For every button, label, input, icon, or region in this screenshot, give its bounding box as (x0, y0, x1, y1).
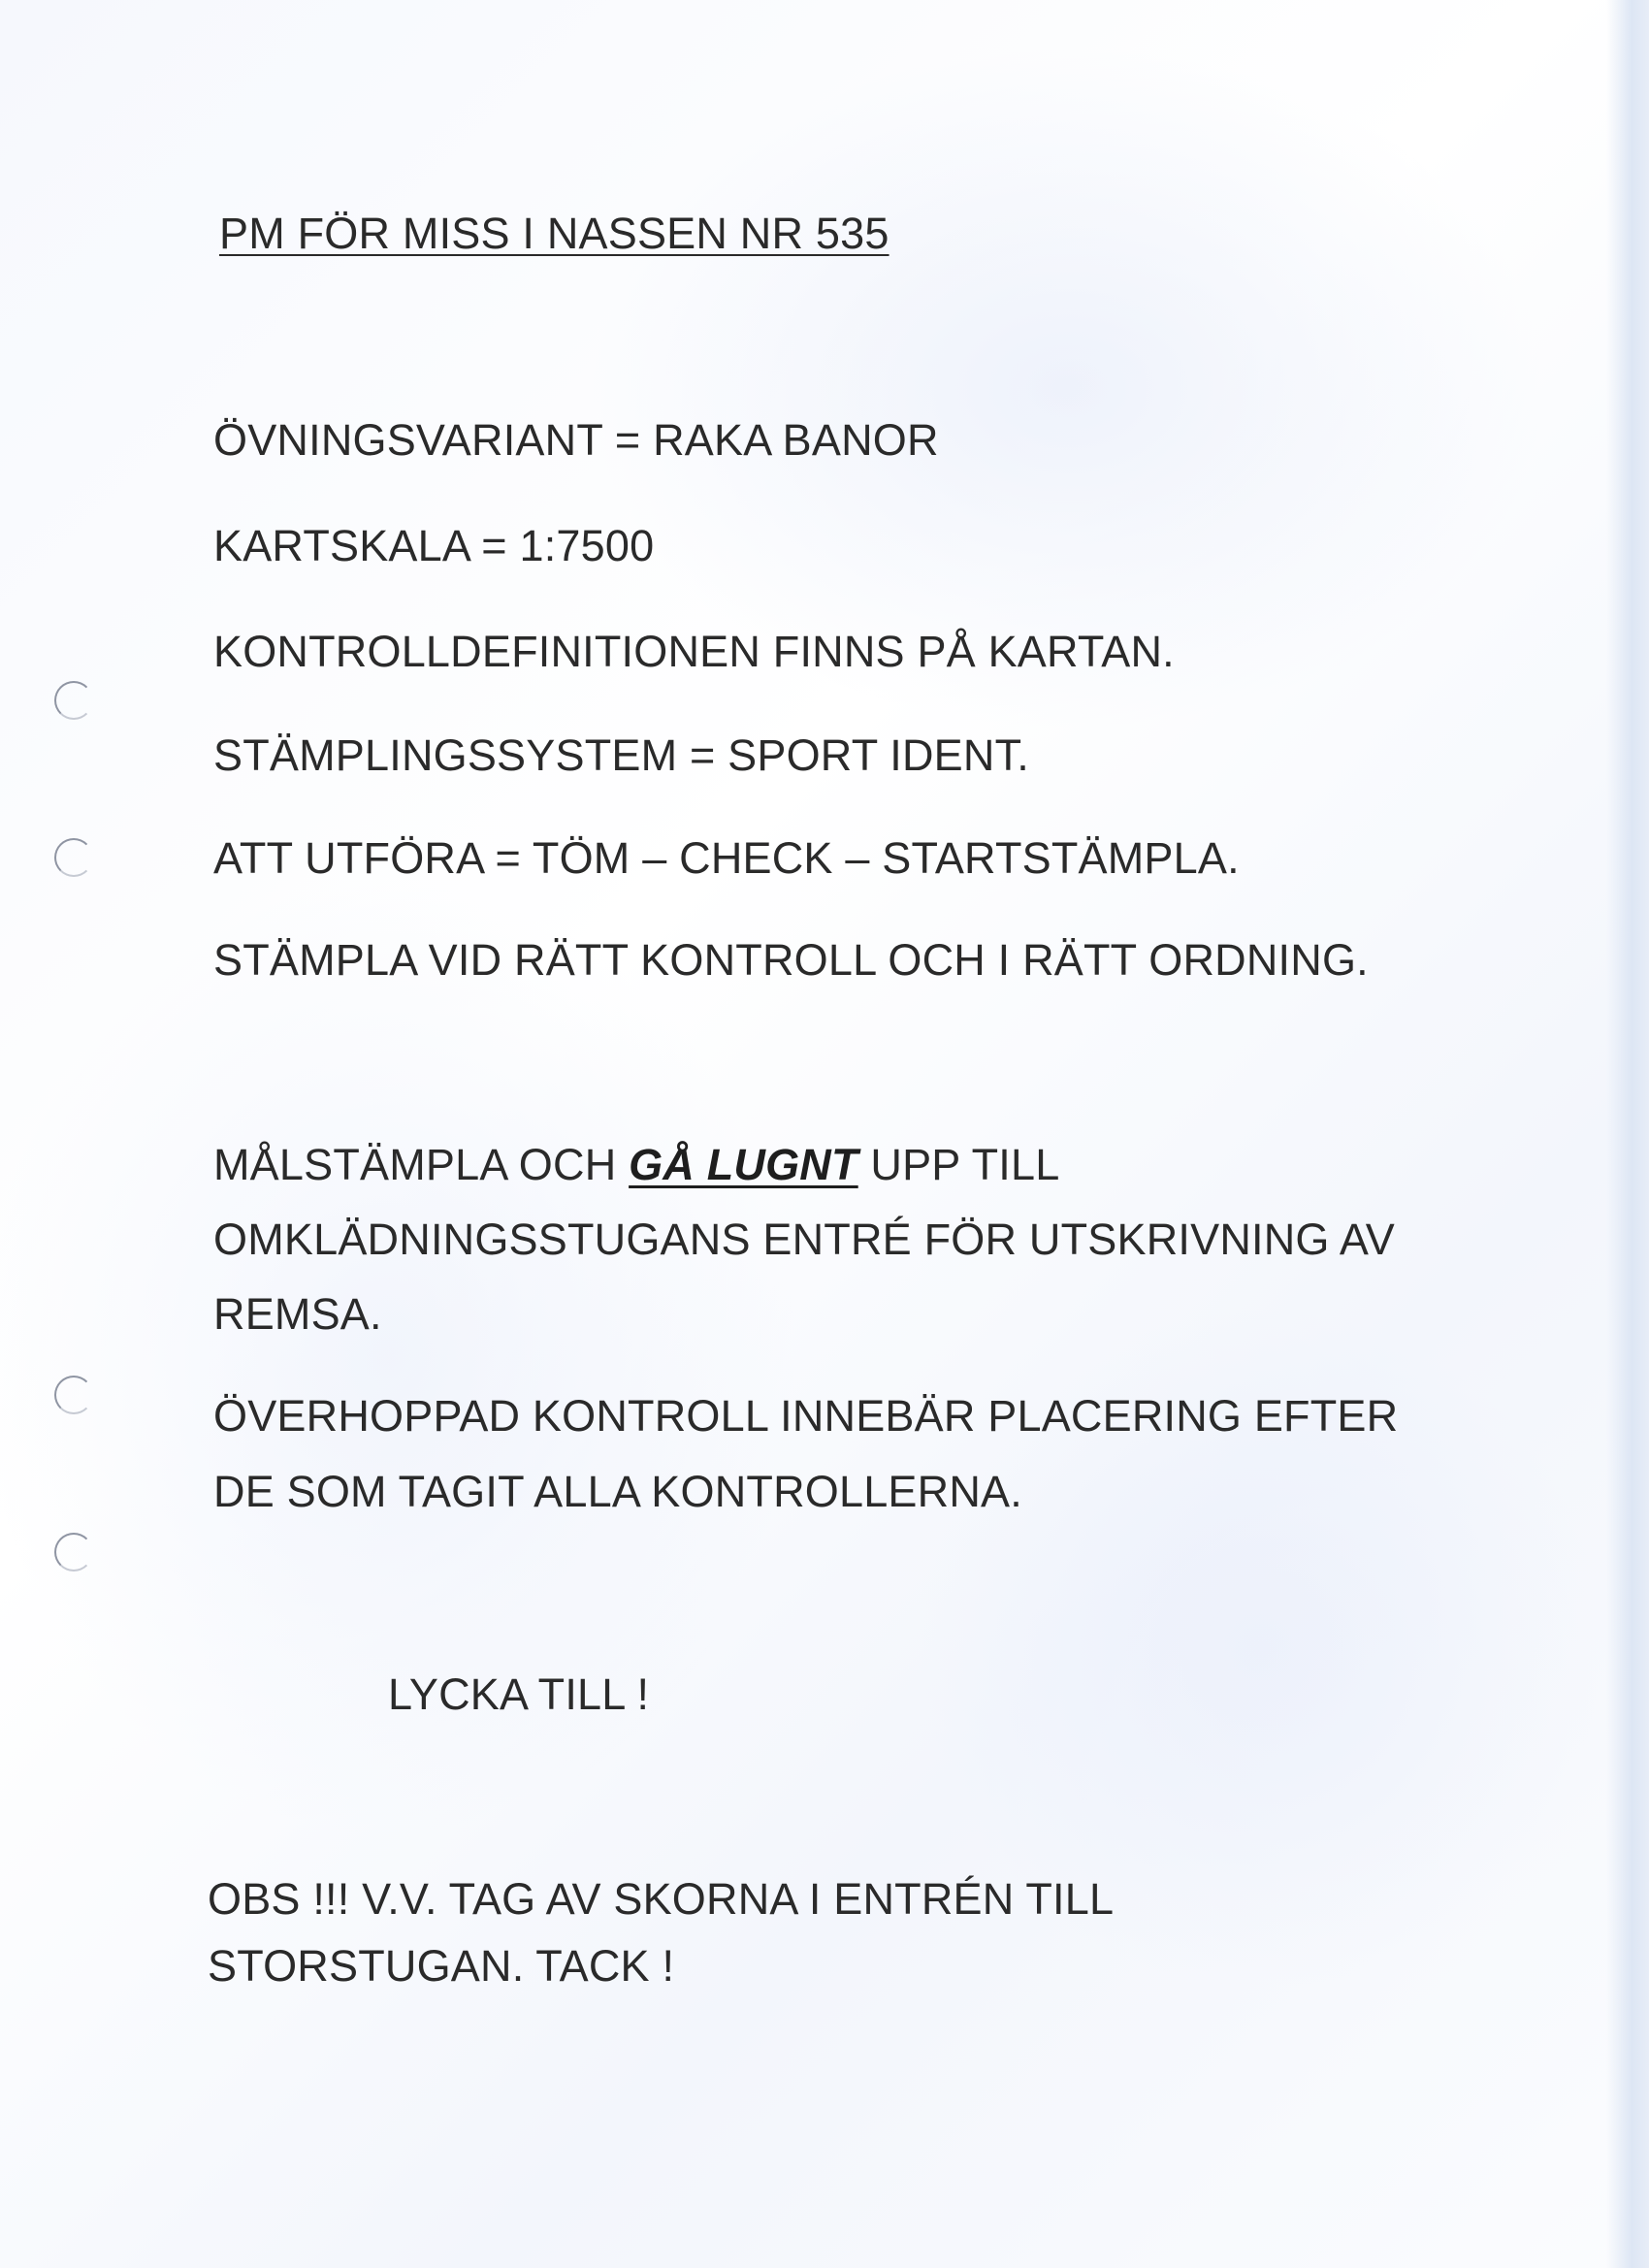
punch-hole-2 (54, 838, 93, 877)
notice-line-1: OBS !!! V.V. TAG AV SKORNA I ENTRÉN TILL (208, 1874, 1115, 1924)
finish-text-after: UPP TILL (857, 1140, 1060, 1189)
punch-hole-1 (54, 681, 93, 720)
info-line-map-scale: KARTSKALA = 1:7500 (213, 521, 655, 570)
finish-text-before: MÅLSTÄMPLA OCH (213, 1140, 630, 1189)
greeting: LYCKA TILL ! (388, 1669, 650, 1719)
document-title: PM FÖR MISS I NASSEN NR 535 (219, 209, 889, 258)
finish-emphasis: GÅ LUGNT (629, 1140, 858, 1189)
finish-line-3: REMSA. (213, 1289, 382, 1339)
info-line-control-definition: KONTROLLDEFINITIONEN FINNS PÅ KARTAN. (213, 627, 1175, 676)
notice-line-2: STORSTUGAN. TACK ! (208, 1941, 675, 1991)
info-line-procedure: ATT UTFÖRA = TÖM – CHECK – STARTSTÄMPLA. (213, 833, 1240, 883)
info-line-variant: ÖVNINGSVARIANT = RAKA BANOR (213, 415, 939, 465)
info-line-punching-system: STÄMPLINGSSYSTEM = SPORT IDENT. (213, 730, 1029, 780)
info-line-punch-order: STÄMPLA VID RÄTT KONTROLL OCH I RÄTT ORDNING. (213, 935, 1369, 985)
punch-hole-4 (54, 1533, 93, 1571)
finish-line-2: OMKLÄDNINGSSTUGANS ENTRÉ FÖR UTSKRIVNING AV (213, 1215, 1395, 1264)
penalty-line-1: ÖVERHOPPAD KONTROLL INNEBÄR PLACERING EFTER (213, 1391, 1399, 1441)
paper-edge-shadow (1606, 0, 1649, 2268)
penalty-line-2: DE SOM TAGIT ALLA KONTROLLERNA. (213, 1467, 1022, 1516)
punch-hole-3 (54, 1376, 93, 1414)
finish-line-1 (213, 1139, 1059, 1191)
